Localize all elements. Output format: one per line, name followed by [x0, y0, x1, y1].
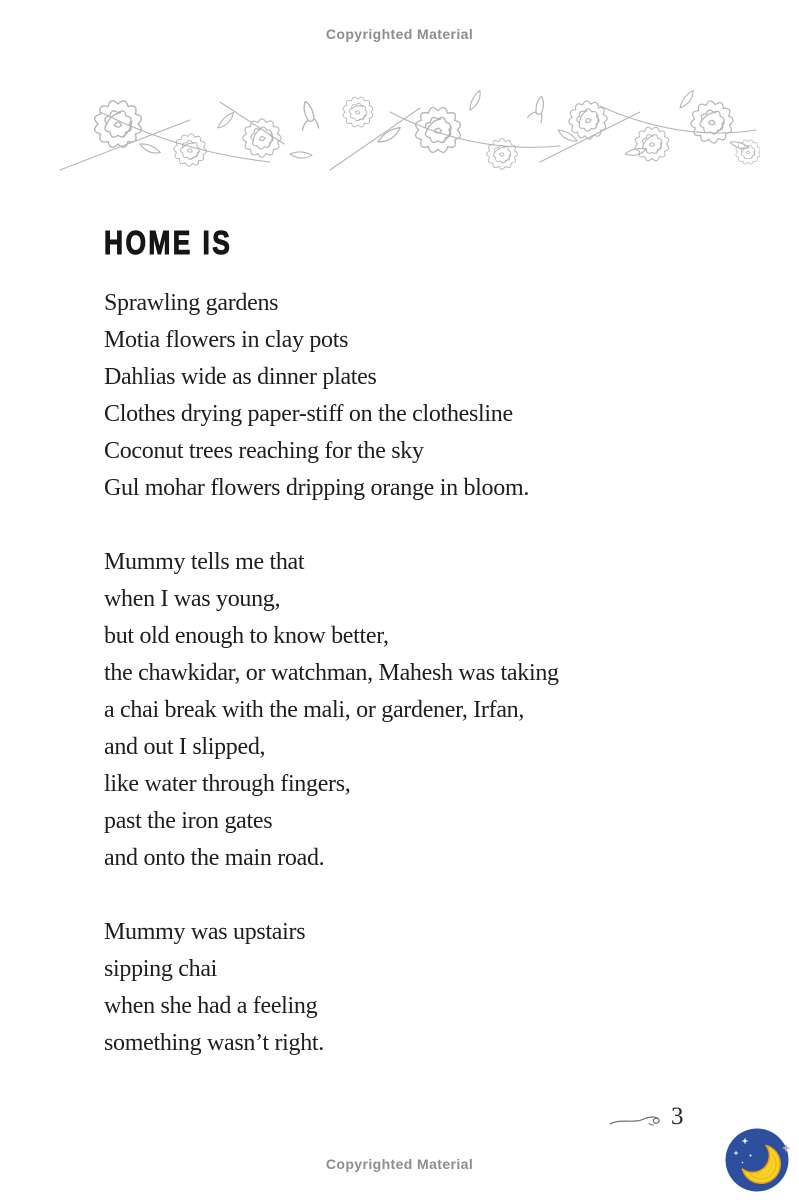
copyright-notice-top: Copyrighted Material	[325, 26, 474, 42]
poem-line: a chai break with the mali, or gardener, Irfan,	[104, 697, 525, 723]
poem-line: the chawkidar, or watchman, Mahesh was taking	[104, 660, 559, 686]
poem-line: like water through fingers,	[104, 771, 351, 797]
poem-stanza	[104, 914, 559, 1062]
poem-line: Motia flowers in clay pots	[104, 327, 349, 353]
page-footer-pagination	[609, 1102, 684, 1132]
poem-line: Mummy tells me that	[104, 549, 305, 575]
poem-line: Dahlias wide as dinner plates	[104, 364, 377, 390]
poem-title: HOME IS	[104, 224, 233, 262]
poem-body	[104, 285, 559, 1099]
poem-line: when she had a feeling	[104, 993, 318, 1019]
poem-line: Clothes drying paper-stiff on the clothesline	[104, 401, 513, 427]
star-dot-icon	[750, 1155, 752, 1157]
poem-line: and onto the main road.	[104, 845, 325, 871]
poem-line: past the iron gates	[104, 808, 273, 834]
floral-border-illustration	[40, 82, 760, 178]
poem-line: but old enough to know better,	[104, 623, 389, 649]
poem-line: sipping chai	[104, 956, 218, 982]
poem-line: Mummy was upstairs	[104, 919, 306, 945]
crescent-moon-logo	[724, 1127, 792, 1195]
poem-line: Sprawling gardens	[104, 290, 279, 316]
poem-line: Gul mohar flowers dripping orange in bloom.	[104, 475, 530, 501]
poem-stanza	[104, 544, 559, 877]
poem-line: when I was young,	[104, 586, 281, 612]
poem-line: and out I slipped,	[104, 734, 266, 760]
vine-flourish-icon	[609, 1107, 667, 1133]
poem-line: something wasn’t right.	[104, 1030, 324, 1056]
copyright-notice-bottom: Copyrighted Material	[325, 1156, 474, 1172]
poem-stanza	[104, 285, 559, 507]
star-dot-icon	[742, 1162, 744, 1164]
page-number: 3	[671, 1103, 684, 1130]
poem-line: Coconut trees reaching for the sky	[104, 438, 424, 464]
